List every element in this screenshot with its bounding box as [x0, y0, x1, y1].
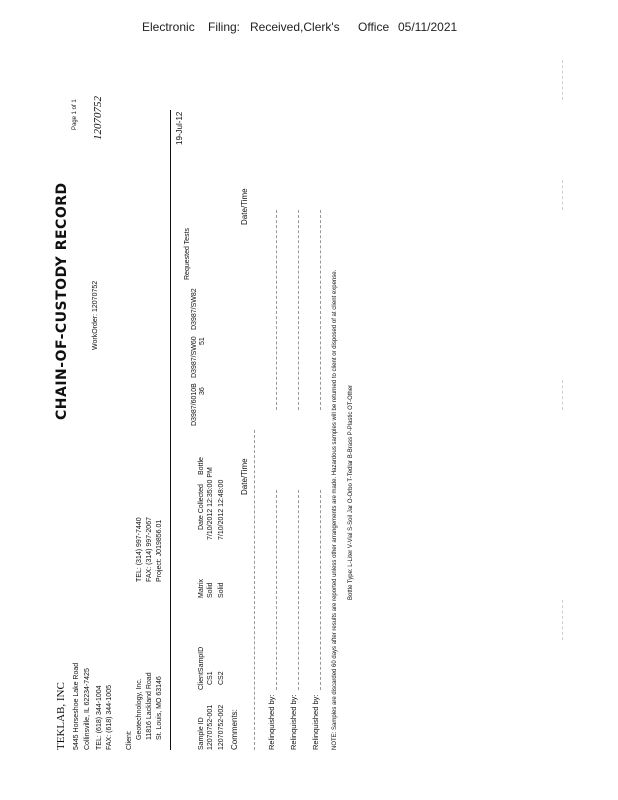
row2-sample-id: 12070752-002 [218, 704, 225, 750]
client-name: Geotechnology, Inc. [136, 678, 143, 740]
col-matrix: Matrix [198, 578, 205, 598]
row2-matrix: Solid [218, 582, 225, 598]
client-address2: St. Louis, MO 63146 [156, 676, 163, 740]
form-title: CHAIN-OF-CUSTODY RECORD [54, 182, 70, 420]
work-order-label: WorkOrder: [92, 313, 99, 350]
filing-received: Received,Clerk's [250, 20, 340, 34]
relinquished-line-1 [276, 490, 277, 690]
comments-label: Comments: [230, 709, 239, 750]
row2-date: 7/10/2012 12:48:00 [218, 479, 225, 540]
relinquished-label-3: Relinquished by: [311, 694, 320, 750]
handwritten-number: 12070752 [92, 96, 104, 140]
form-date: 19-Jul-12 [175, 111, 184, 145]
col-sample-id: Sample ID [198, 717, 205, 750]
relinquished-line-3 [320, 490, 321, 690]
rotated-form [50, 50, 560, 750]
filing-header [0, 20, 618, 36]
bottle-type-text: Bottle Type: L-Liter V-Vial S-Soil Jar O-Orbo T-Tedlar B-Brass P-Plastic OT-Other [348, 384, 354, 600]
relinquished-line-2 [298, 490, 299, 690]
header-rule [170, 110, 171, 750]
lab-name: TEKLAB, INC [55, 682, 67, 750]
row1-matrix: Solid [207, 582, 214, 598]
row1-client-id: CS1 [207, 671, 214, 685]
filing-label: Filing: [208, 20, 241, 34]
scan-speck [562, 380, 563, 410]
filing-date: 05/11/2021 [398, 20, 458, 34]
lab-fax: FAX: (618) 344-1005 [106, 685, 113, 750]
work-order: 12070752 [92, 280, 99, 312]
lab-address2: Collinsville, IL 62234-7425 [84, 668, 91, 750]
col-test2: D3987/SW60 [191, 336, 198, 378]
scan-speck [562, 180, 563, 210]
client-project: Project: J019856.01 [156, 519, 163, 582]
col-bottle: Bottle [198, 457, 205, 475]
client-tel: TEL: (314) 997-7440 [136, 517, 143, 582]
received-line-3 [320, 210, 321, 410]
row1-test2: 51 [199, 337, 206, 345]
page-number: Page 1 of 1 [72, 99, 78, 130]
col-test1: D3987/6010B [191, 383, 198, 426]
filing-electronic: Electronic [142, 20, 195, 34]
relinquished-label-1: Relinquished by: [267, 694, 276, 750]
row1-sample-id: 12070752-001 [207, 704, 214, 750]
scan-speck [562, 60, 563, 100]
received-line-1 [276, 210, 277, 410]
scan-speck [562, 600, 563, 640]
comments-line [254, 430, 255, 750]
col-requested-tests: Requested Tests [184, 227, 191, 280]
client-fax: FAX: (314) 997-2067 [146, 517, 153, 582]
filing-office: Office [358, 20, 390, 34]
lab-tel: TEL: (618) 344-1004 [96, 685, 103, 750]
col-client-sample-id: ClientSampID [198, 646, 205, 690]
date-time-label-2: Date/Time [240, 188, 249, 225]
client-label: Client: [126, 730, 133, 750]
received-line-2 [298, 210, 299, 410]
row1-test1: 36 [199, 387, 206, 395]
row2-client-id: CS2 [218, 671, 225, 685]
row1-date: 7/10/2012 12:35:00 PM [207, 467, 214, 540]
col-date-collected: Date Collected [198, 484, 205, 530]
relinquished-label-2: Relinquished by: [289, 694, 298, 750]
note-text: NOTE: Samples are discarded 60 days after results are reported unless other arrangements are made. Hazardous samples will be returned to client or disposed of at client expense. [332, 269, 338, 750]
col-test3: D3987/SW82 [191, 288, 198, 330]
date-time-label-1: Date/Time [240, 458, 249, 495]
client-address1: 11816 Lackland Road [146, 672, 153, 740]
lab-address1: 5445 Horseshoe Lake Road [73, 662, 80, 750]
